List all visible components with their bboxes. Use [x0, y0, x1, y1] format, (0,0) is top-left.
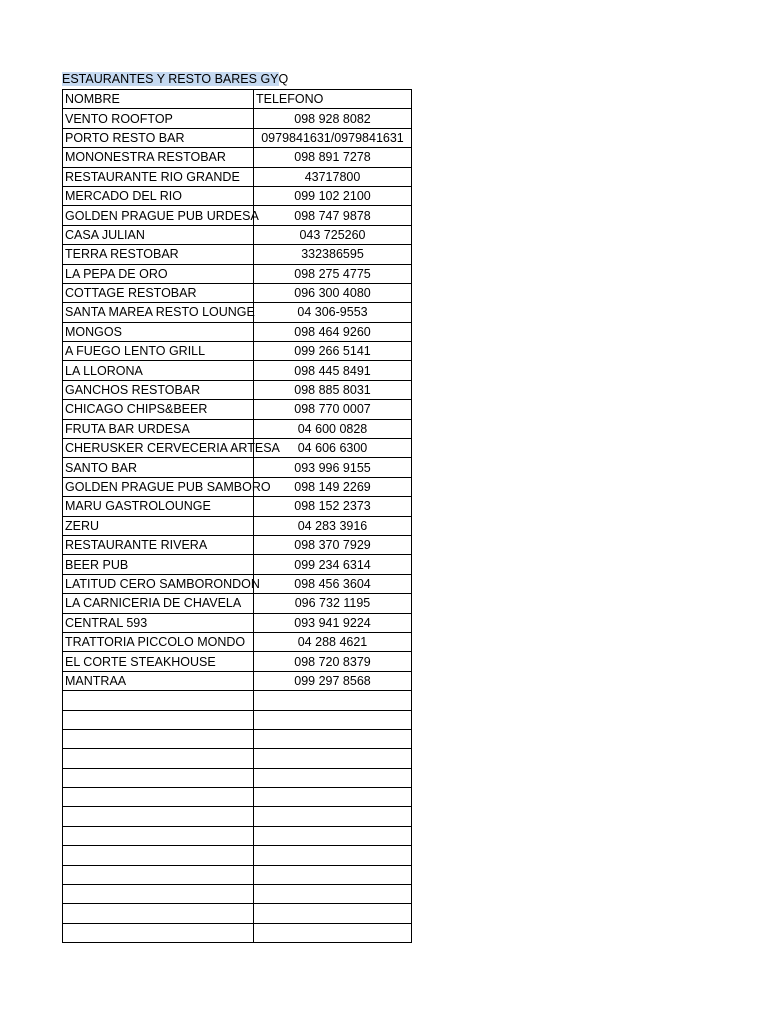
cell-name[interactable]: LATITUD CERO SAMBORONDON [63, 574, 254, 593]
header-phone: TELEFONO [254, 90, 412, 109]
table-row [63, 846, 412, 865]
table-row [63, 109, 412, 128]
cell-name[interactable]: PORTO RESTO BAR [63, 128, 254, 147]
table-row [63, 749, 412, 768]
cell-phone[interactable]: 332386595 [254, 245, 412, 264]
cell-name[interactable]: RESTAURANTE RIVERA [63, 535, 254, 554]
table-row [63, 477, 412, 496]
cell-phone[interactable]: 098 370 7929 [254, 535, 412, 554]
table-row [63, 671, 412, 690]
cell-name[interactable] [63, 807, 254, 826]
table-row [63, 458, 412, 477]
cell-phone[interactable]: 098 720 8379 [254, 652, 412, 671]
cell-name[interactable]: CHERUSKER CERVECERIA ARTESA [63, 439, 254, 458]
table-row [63, 342, 412, 361]
table-row [63, 400, 412, 419]
restaurant-table-body [63, 90, 412, 943]
cell-phone[interactable]: 0979841631/0979841631 [254, 128, 412, 147]
cell-phone[interactable]: 098 445 8491 [254, 361, 412, 380]
table-row [63, 923, 412, 942]
cell-phone[interactable]: 099 234 6314 [254, 555, 412, 574]
table-row [63, 768, 412, 787]
cell-phone[interactable]: 04 288 4621 [254, 632, 412, 651]
table-row [63, 885, 412, 904]
header-row [63, 90, 412, 109]
table-row [63, 245, 412, 264]
header-name: NOMBRE [63, 90, 254, 109]
cell-name[interactable]: BEER PUB [63, 555, 254, 574]
cell-name[interactable]: GOLDEN PRAGUE PUB URDESA [63, 206, 254, 225]
cell-phone[interactable]: 098 770 0007 [254, 400, 412, 419]
cell-phone[interactable]: 098 928 8082 [254, 109, 412, 128]
cell-phone[interactable]: 04 306-9553 [254, 303, 412, 322]
table-row [63, 652, 412, 671]
cell-name[interactable]: MARU GASTROLOUNGE [63, 497, 254, 516]
table-row [63, 632, 412, 651]
cell-name[interactable] [63, 691, 254, 710]
cell-phone[interactable]: 096 732 1195 [254, 594, 412, 613]
cell-phone[interactable] [254, 749, 412, 768]
cell-phone[interactable] [254, 923, 412, 942]
table-row [63, 729, 412, 748]
sheet-title-rest: Q [278, 72, 289, 86]
cell-name[interactable]: GOLDEN PRAGUE PUB SAMBORO [63, 477, 254, 496]
table-row [63, 361, 412, 380]
cell-name[interactable] [63, 729, 254, 748]
table-row [63, 555, 412, 574]
cell-phone[interactable]: 04 600 0828 [254, 419, 412, 438]
cell-phone[interactable]: 04 606 6300 [254, 439, 412, 458]
table-row [63, 283, 412, 302]
cell-name[interactable]: CASA JULIAN [63, 225, 254, 244]
cell-phone[interactable] [254, 885, 412, 904]
cell-name[interactable] [63, 788, 254, 807]
table-row [63, 535, 412, 554]
table-row [63, 225, 412, 244]
cell-name[interactable]: A FUEGO LENTO GRILL [63, 342, 254, 361]
cell-name[interactable] [63, 710, 254, 729]
cell-name[interactable]: MONONESTRA RESTOBAR [63, 148, 254, 167]
cell-name[interactable]: TRATTORIA PICCOLO MONDO [63, 632, 254, 651]
cell-phone[interactable] [254, 768, 412, 787]
cell-name[interactable]: CHICAGO CHIPS&BEER [63, 400, 254, 419]
table-row [63, 904, 412, 923]
cell-name[interactable]: VENTO ROOFTOP [63, 109, 254, 128]
cell-phone[interactable] [254, 788, 412, 807]
cell-name[interactable]: FRUTA BAR URDESA [63, 419, 254, 438]
table-row [63, 788, 412, 807]
cell-phone[interactable] [254, 826, 412, 845]
cell-name[interactable]: GANCHOS RESTOBAR [63, 380, 254, 399]
table-row [63, 419, 412, 438]
cell-phone[interactable]: 093 941 9224 [254, 613, 412, 632]
cell-name[interactable]: CENTRAL 593 [63, 613, 254, 632]
cell-name[interactable]: TERRA RESTOBAR [63, 245, 254, 264]
cell-phone[interactable] [254, 729, 412, 748]
cell-phone[interactable]: 098 456 3604 [254, 574, 412, 593]
table-row [63, 148, 412, 167]
cell-phone[interactable]: 043 725260 [254, 225, 412, 244]
table-row [63, 439, 412, 458]
table-row [63, 691, 412, 710]
table-row [63, 206, 412, 225]
table-row [63, 516, 412, 535]
cell-phone[interactable]: 098 152 2373 [254, 497, 412, 516]
table-row [63, 380, 412, 399]
table-row [63, 128, 412, 147]
cell-name[interactable]: MERCADO DEL RIO [63, 186, 254, 205]
table-row [63, 826, 412, 845]
cell-name[interactable]: MONGOS [63, 322, 254, 341]
cell-phone[interactable]: 43717800 [254, 167, 412, 186]
cell-name[interactable]: SANTA MAREA RESTO LOUNGE [63, 303, 254, 322]
sheet-title-highlighted: ESTAURANTES Y RESTO BARES GY [62, 72, 279, 86]
cell-name[interactable] [63, 923, 254, 942]
cell-name[interactable]: EL CORTE STEAKHOUSE [63, 652, 254, 671]
cell-phone[interactable] [254, 710, 412, 729]
table-row [63, 613, 412, 632]
table-row [63, 497, 412, 516]
cell-phone[interactable]: 096 300 4080 [254, 283, 412, 302]
table-row [63, 574, 412, 593]
cell-phone[interactable] [254, 807, 412, 826]
cell-name[interactable]: LA CARNICERIA DE CHAVELA [63, 594, 254, 613]
cell-name[interactable]: MANTRAA [63, 671, 254, 690]
cell-phone[interactable]: 098 885 8031 [254, 380, 412, 399]
cell-name[interactable]: SANTO BAR [63, 458, 254, 477]
cell-phone[interactable] [254, 691, 412, 710]
cell-name[interactable] [63, 768, 254, 787]
cell-phone[interactable]: 098 747 9878 [254, 206, 412, 225]
cell-name[interactable]: ZERU [63, 516, 254, 535]
cell-phone[interactable] [254, 846, 412, 865]
table-row [63, 167, 412, 186]
cell-phone[interactable]: 093 996 9155 [254, 458, 412, 477]
cell-phone[interactable]: 04 283 3916 [254, 516, 412, 535]
cell-name[interactable] [63, 749, 254, 768]
table-row [63, 303, 412, 322]
table-row [63, 322, 412, 341]
table-row [63, 264, 412, 283]
cell-phone[interactable]: 099 266 5141 [254, 342, 412, 361]
cell-phone[interactable]: 098 891 7278 [254, 148, 412, 167]
cell-name[interactable] [63, 885, 254, 904]
table-row [63, 186, 412, 205]
table-row [63, 865, 412, 884]
cell-name[interactable]: LA PEPA DE ORO [63, 264, 254, 283]
cell-name[interactable]: LA LLORONA [63, 361, 254, 380]
cell-name[interactable]: COTTAGE RESTOBAR [63, 283, 254, 302]
restaurant-table [62, 89, 412, 943]
table-row [63, 594, 412, 613]
cell-phone[interactable] [254, 865, 412, 884]
cell-phone[interactable]: 099 102 2100 [254, 186, 412, 205]
cell-name[interactable] [63, 846, 254, 865]
cell-name[interactable] [63, 865, 254, 884]
cell-name[interactable] [63, 904, 254, 923]
cell-phone[interactable] [254, 904, 412, 923]
cell-phone[interactable]: 098 149 2269 [254, 477, 412, 496]
cell-phone[interactable]: 098 275 4775 [254, 264, 412, 283]
cell-phone[interactable]: 099 297 8568 [254, 671, 412, 690]
table-row [63, 710, 412, 729]
table-row [63, 807, 412, 826]
cell-name[interactable] [63, 826, 254, 845]
cell-name[interactable]: RESTAURANTE RIO GRANDE [63, 167, 254, 186]
sheet-title [62, 70, 288, 89]
cell-phone[interactable]: 098 464 9260 [254, 322, 412, 341]
